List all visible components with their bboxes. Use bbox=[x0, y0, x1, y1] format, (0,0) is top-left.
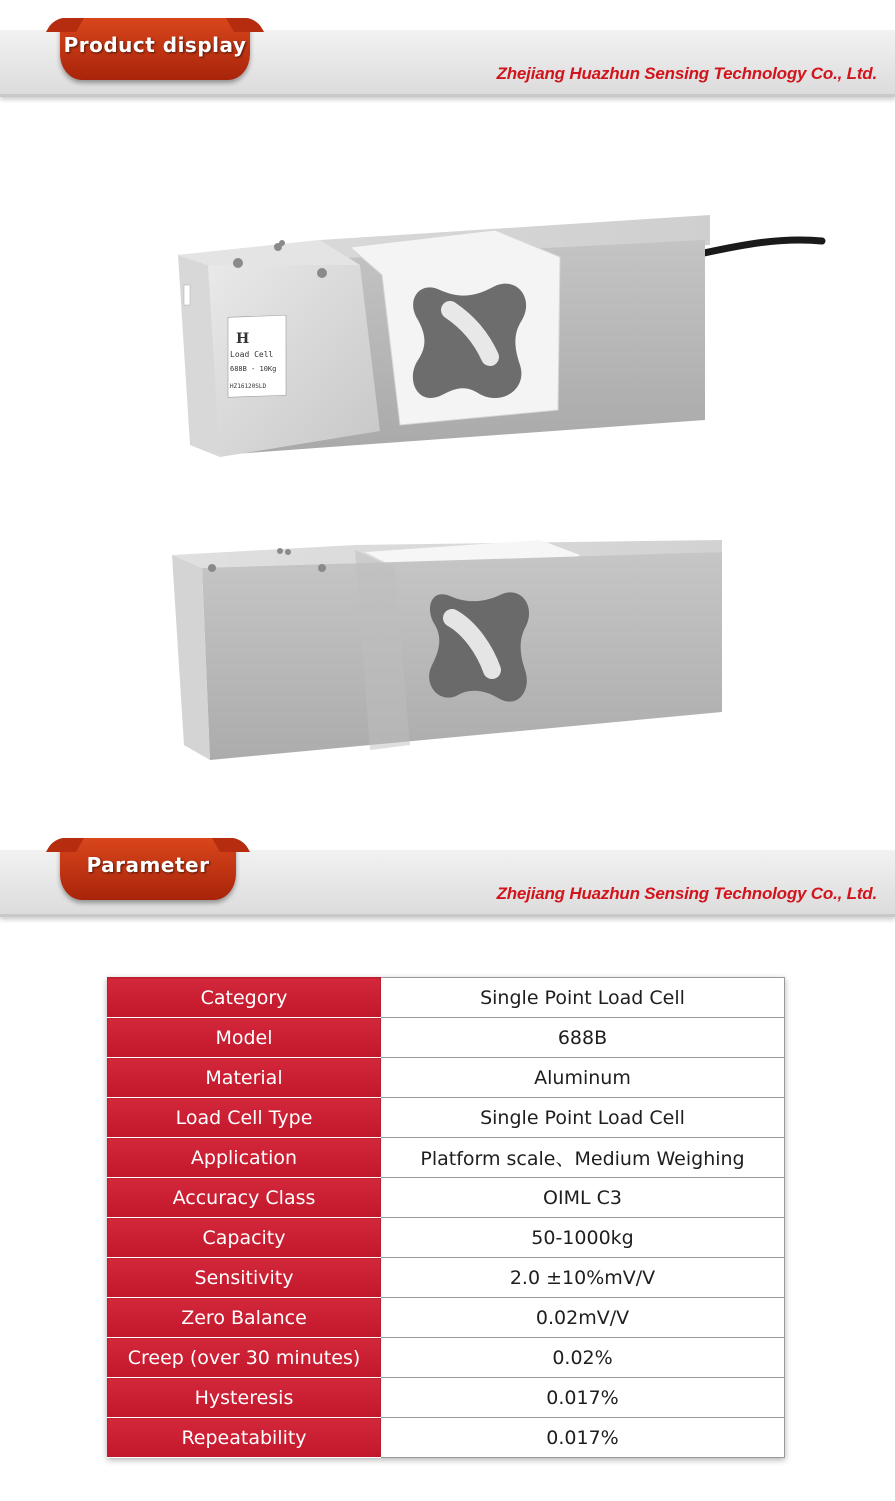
parameter-name: Material bbox=[108, 1058, 381, 1098]
label-line1: Load Cell bbox=[230, 350, 274, 359]
label-logo: H bbox=[236, 331, 250, 347]
company-name: Zhejiang Huazhun Sensing Technology Co., Ltd. bbox=[496, 884, 877, 903]
parameter-tab bbox=[60, 838, 236, 900]
parameter-table bbox=[107, 977, 785, 1458]
parameter-value: 0.02mV/V bbox=[381, 1298, 785, 1338]
parameter-value: OIML C3 bbox=[381, 1178, 785, 1218]
parameter-name: Category bbox=[108, 978, 381, 1018]
parameter-value: Single Point Load Cell bbox=[381, 1098, 785, 1138]
company-name: Zhejiang Huazhun Sensing Technology Co., Ltd. bbox=[496, 64, 877, 83]
table-row bbox=[108, 1298, 785, 1338]
product-display-banner bbox=[0, 30, 895, 97]
parameter-name: Sensitivity bbox=[108, 1258, 381, 1298]
product-photo-angled bbox=[150, 185, 840, 465]
product-display-tab bbox=[60, 18, 250, 80]
section-title: Parameter bbox=[86, 853, 210, 877]
parameter-value: Platform scale、Medium Weighing bbox=[381, 1138, 785, 1178]
table-row bbox=[108, 1378, 785, 1418]
parameter-value: 50-1000kg bbox=[381, 1218, 785, 1258]
parameter-value: Aluminum bbox=[381, 1058, 785, 1098]
binocular-cutout bbox=[413, 284, 526, 398]
table-row bbox=[108, 1338, 785, 1378]
cable bbox=[695, 240, 822, 255]
product-photo-side bbox=[140, 500, 760, 775]
table-row bbox=[108, 1218, 785, 1258]
label-line2: 688B - 10Kg bbox=[230, 365, 277, 373]
parameter-value: 2.0 ±10%mV/V bbox=[381, 1258, 785, 1298]
parameter-name: Hysteresis bbox=[108, 1378, 381, 1418]
parameter-name: Accuracy Class bbox=[108, 1178, 381, 1218]
table-row bbox=[108, 1418, 785, 1458]
table-row bbox=[108, 1098, 785, 1138]
parameter-value: 0.017% bbox=[381, 1418, 785, 1458]
parameter-name: Capacity bbox=[108, 1218, 381, 1258]
parameter-name: Application bbox=[108, 1138, 381, 1178]
table-row bbox=[108, 978, 785, 1018]
parameter-value: Single Point Load Cell bbox=[381, 978, 785, 1018]
table-row bbox=[108, 1058, 785, 1098]
table-row bbox=[108, 1178, 785, 1218]
parameter-name: Zero Balance bbox=[108, 1298, 381, 1338]
section-title: Product display bbox=[63, 33, 247, 57]
table-row bbox=[108, 1258, 785, 1298]
parameter-name: Creep (over 30 minutes) bbox=[108, 1338, 381, 1378]
label-line3: HZ16120SLD bbox=[230, 383, 267, 390]
parameter-name: Model bbox=[108, 1018, 381, 1058]
table-row bbox=[108, 1138, 785, 1178]
parameter-value: 688B bbox=[381, 1018, 785, 1058]
parameter-name: Load Cell Type bbox=[108, 1098, 381, 1138]
parameter-value: 0.02% bbox=[381, 1338, 785, 1378]
parameter-value: 0.017% bbox=[381, 1378, 785, 1418]
parameter-banner bbox=[0, 850, 895, 917]
product-label bbox=[228, 315, 286, 397]
parameter-name: Repeatability bbox=[108, 1418, 381, 1458]
table-row bbox=[108, 1018, 785, 1058]
